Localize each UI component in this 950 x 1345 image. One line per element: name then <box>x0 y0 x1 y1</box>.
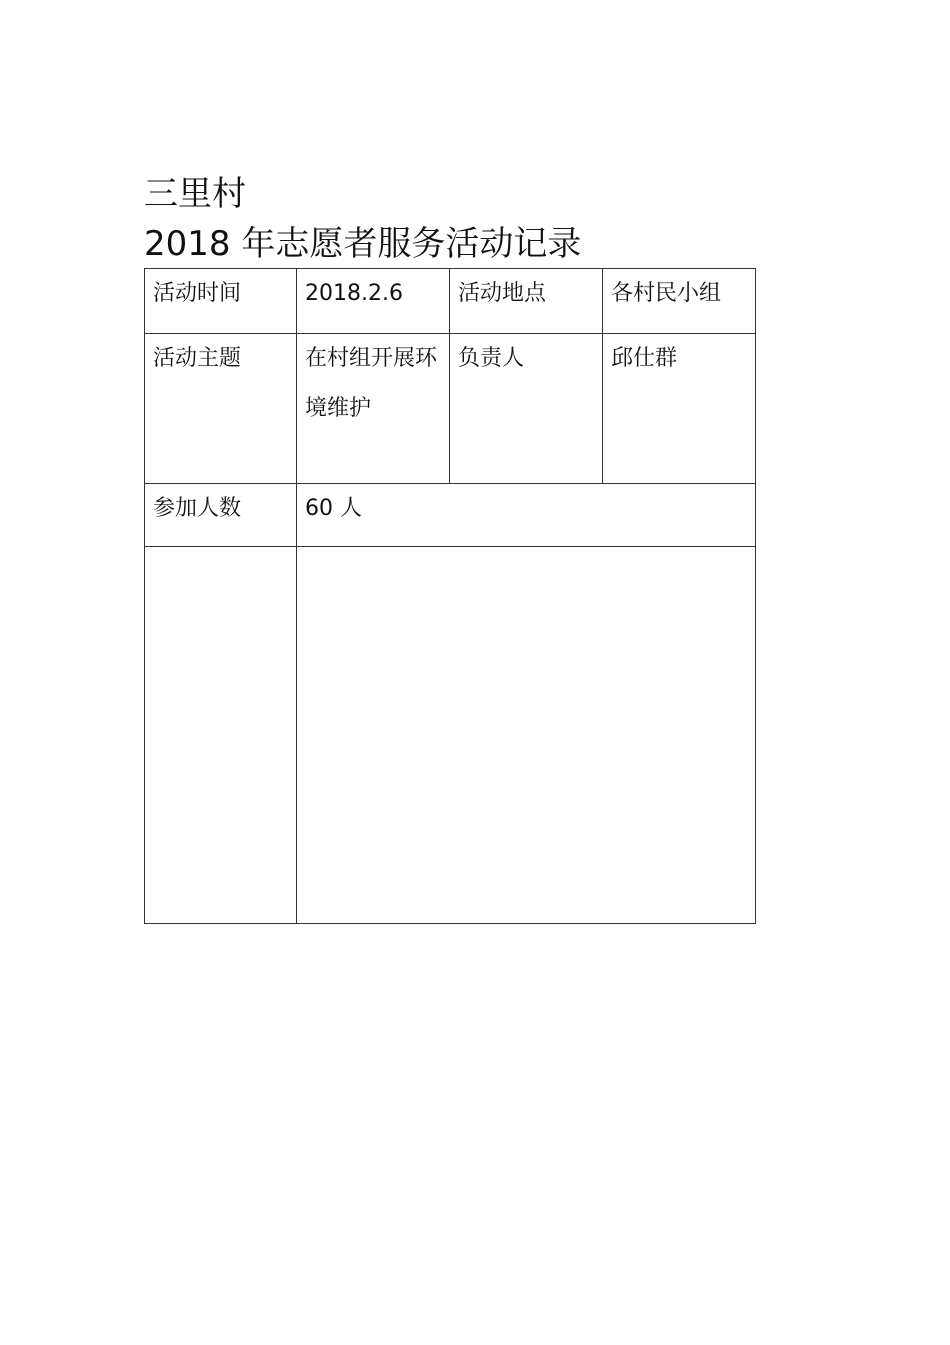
activity-place-value: 各村民小组 <box>611 281 722 306</box>
activity-theme-label-cell <box>145 334 297 484</box>
village-title: 三里村 <box>144 174 246 214</box>
participant-count-label: 参加人数 <box>153 496 242 521</box>
participant-count-value: 60 人 <box>305 496 362 521</box>
activity-theme-value-cell <box>297 334 450 484</box>
lead-label-cell <box>450 334 603 484</box>
activity-record-table <box>144 268 756 924</box>
empty-left-cell <box>145 547 297 924</box>
activity-time-label: 活动时间 <box>153 281 242 306</box>
table-row <box>145 547 756 924</box>
empty-content-cell <box>297 547 756 924</box>
activity-time-label-cell <box>145 269 297 334</box>
lead-value: 邱仕群 <box>611 346 678 371</box>
table-row <box>145 269 756 334</box>
activity-time-value-cell <box>297 269 450 334</box>
activity-place-value-cell <box>603 269 756 334</box>
participant-count-label-cell <box>145 484 297 547</box>
activity-theme-label: 活动主题 <box>153 346 242 371</box>
activity-time-value: 2018.2.6 <box>305 281 403 306</box>
table-row <box>145 334 756 484</box>
lead-label: 负责人 <box>458 346 525 371</box>
activity-place-label: 活动地点 <box>458 281 547 306</box>
activity-theme-value: 在村组开展环境维护 <box>305 346 438 421</box>
page-title: 2018 年志愿者服务活动记录 <box>144 224 582 264</box>
participant-count-value-cell <box>297 484 756 547</box>
table-row <box>145 484 756 547</box>
lead-value-cell <box>603 334 756 484</box>
activity-place-label-cell <box>450 269 603 334</box>
